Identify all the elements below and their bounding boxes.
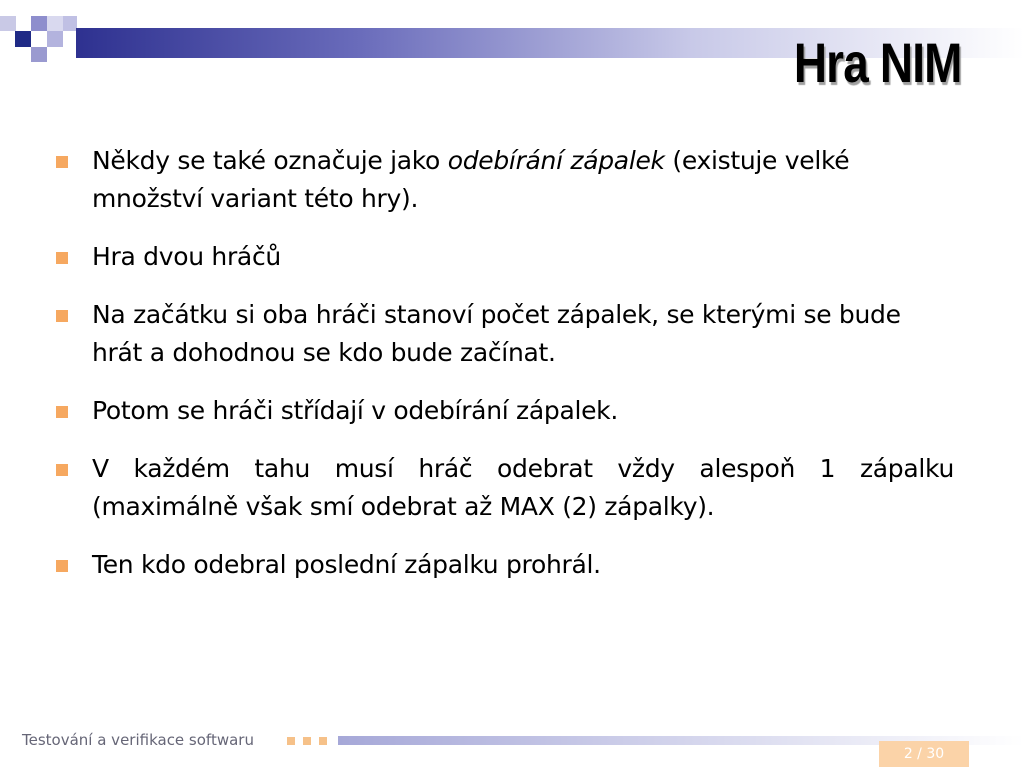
bullet-text: (existuje velké množství variant této hry). (92, 146, 850, 213)
bullet-marker (56, 310, 68, 322)
bullet-marker (56, 252, 68, 264)
decor-square (15, 31, 31, 47)
decor-square (47, 31, 63, 47)
bullet-text: Na začátku si oba hráči stanoví počet zápalek, se kterými se bude hrát a dohodnou se kdo bude začínat. (92, 300, 901, 367)
decor-square (47, 16, 63, 31)
footer-course-title: Testování a verifikace softwaru (22, 731, 254, 749)
bullet-item (54, 392, 954, 430)
bullet-text: Potom se hráči střídají v odebírání zápalek. (92, 396, 619, 425)
slide-title: Hra NIM (794, 31, 962, 94)
bullet-text: Hra dvou hráčů (92, 242, 281, 271)
bullet-item (54, 238, 954, 276)
bullet-emphasis: odebírání zápalek (447, 146, 665, 175)
bullet-marker (56, 464, 68, 476)
bullet-marker (56, 560, 68, 572)
page-number: 2 / 30 (879, 741, 969, 767)
bullet-marker (56, 156, 68, 168)
bullet-text: Někdy se také označuje jako (92, 146, 448, 175)
decor-square (31, 16, 47, 31)
bullet-item (54, 296, 954, 372)
bullet-text: V každém tahu musí hráč odebrat vždy alespoň 1 zápalku (maximálně však smí odebrat až MAX (2) zápalky). (92, 454, 954, 521)
decor-square (63, 16, 77, 31)
bullet-item (54, 142, 954, 218)
bullet-item (54, 450, 954, 526)
footer-dot (287, 737, 295, 745)
decor-square (31, 47, 47, 62)
bullet-list (54, 142, 954, 604)
bullet-text: Ten kdo odebral poslední zápalku prohrál. (92, 550, 601, 579)
footer-dot (319, 737, 327, 745)
decor-square (0, 16, 16, 31)
footer-dot (303, 737, 311, 745)
bullet-marker (56, 406, 68, 418)
bullet-item (54, 546, 954, 584)
